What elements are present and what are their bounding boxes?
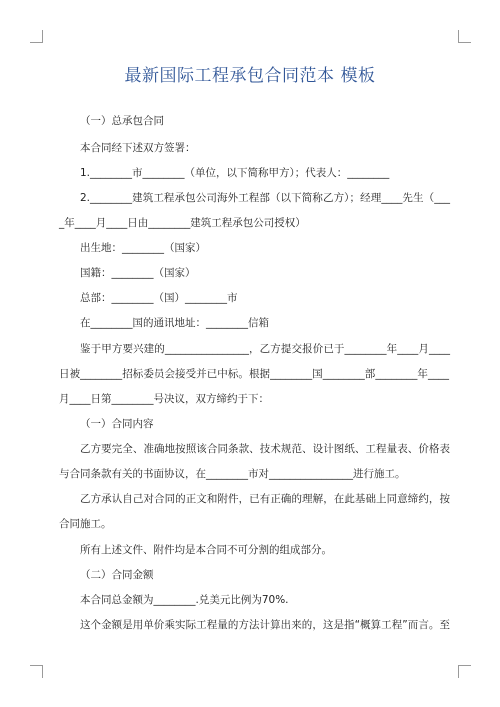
paragraph-attachments: 所有上述文件、附件均是本合同不可分割的组成部分。: [80, 544, 332, 556]
paragraph-party-b: 2.________建筑工程承包公司海外工程部（以下简称乙方）；经理____先生（___: [80, 192, 450, 204]
paragraph-birthplace: 出生地：________（国家）: [80, 242, 206, 254]
paragraph-acknowledge: 乙方承认自己对合同的正文和附件，已有正确的理解，在此基础上同意缔约，按: [80, 493, 450, 505]
paragraph-amount-calculation: 这个金额是用单价乘实际工程量的方法计算出来的，这是指“概算工程”而言。至: [80, 619, 450, 631]
paragraph-whereas-cont-2: 月____日第________号决议，双方缔约于下：: [59, 393, 269, 405]
paragraph-whereas: 鉴于甲方要兴建的________________，乙方提交报价已于________年____月____: [80, 343, 450, 355]
crop-mark-bottom-left: [30, 665, 43, 678]
paragraph-nationality: 国籍：________（国家）: [80, 267, 196, 279]
paragraph-scope: 乙方要完全、准确地按照该合同条款、技术规范、设计图纸、工程量表、价格表: [80, 443, 450, 455]
section-heading-general-contract: （一）总承包合同: [80, 115, 164, 127]
section-heading-contract-amount: （二）合同金额: [80, 569, 154, 581]
paragraph-scope-cont: 与合同条款有关的书面协议，在________市对________________进行施工。: [59, 468, 406, 480]
crop-mark-top-right: [458, 30, 471, 43]
crop-mark-bottom-right: [458, 665, 471, 678]
section-heading-contract-content: （一）合同内容: [80, 418, 154, 430]
paragraph-total-amount: 本合同总金额为________.兑美元比例为70%.: [80, 594, 289, 606]
document-title: 最新国际工程承包合同范本 模板: [124, 66, 376, 86]
paragraph-signing: 本合同经下述双方签署：: [80, 142, 196, 154]
crop-mark-top-left: [30, 30, 43, 43]
paragraph-party-a: 1.________市________（单位，以下简称甲方）；代表人：________: [80, 167, 390, 179]
paragraph-headquarters: 总部：________（国）________市: [80, 292, 238, 304]
paragraph-whereas-cont-1: 日被________招标委员会接受并已中标。根据________国________部________年____: [59, 368, 449, 380]
paragraph-party-b-cont: _年____月____日由________建筑工程承包公司授权）: [59, 217, 306, 229]
paragraph-acknowledge-cont: 合同施工。: [59, 518, 112, 530]
paragraph-address: 在________国的通讯地址：________信箱: [80, 317, 269, 329]
